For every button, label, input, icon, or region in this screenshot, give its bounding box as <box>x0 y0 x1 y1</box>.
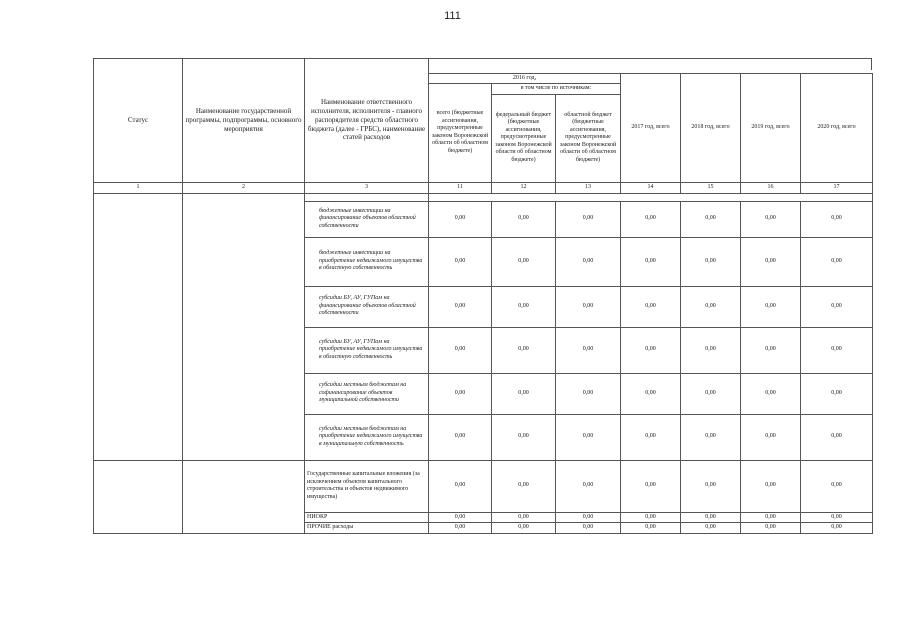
header-executor: Наименование ответственного исполнителя, исполнителя - главного распорядителя средств областного бюджета (далее - ГРБС), наименование статей расходов <box>305 59 429 183</box>
table-row: НИОКР 0,00 0,00 0,00 0,00 0,00 0,00 0,00 <box>94 512 873 523</box>
program-cell <box>183 460 305 533</box>
column-number: 15 <box>681 182 741 193</box>
column-number-row <box>94 182 873 193</box>
column-number: 16 <box>741 182 801 193</box>
header-status: Статус <box>94 59 183 183</box>
column-number: 14 <box>621 182 681 193</box>
header-2020: 2020 год, всего <box>801 73 873 182</box>
row-label: НИОКР <box>305 512 429 523</box>
table-row: Государственные капитальные вложения (за исключением объектов капитального строительства и объектов недвижимого имущества) 0,00 0,00 0,00 0,00 0,00 0,00 0,00 <box>94 460 873 512</box>
header-2019: 2019 год, всего <box>741 73 801 182</box>
column-number: 1 <box>94 182 183 193</box>
header-regional: областной бюджет (бюджетные ассигнования, предусмотренные законом Воронежской области об областном бюджете) <box>556 94 621 182</box>
table-row: ПРОЧИЕ расходы 0,00 0,00 0,00 0,00 0,00 0,00 0,00 <box>94 523 873 534</box>
table-spacer-row <box>94 193 873 201</box>
status-cell <box>94 460 183 533</box>
table-row: субсидии БУ, АУ, ГУПам на финансирование объектов областной собственности 0,00 0,00 0,00 0,00 0,00 0,00 0,00 <box>94 286 873 327</box>
header-program: Наименование государственной программы, подпрограммы, основного мероприятия <box>183 59 305 183</box>
header-2018: 2018 год, всего <box>681 73 741 182</box>
row-label: бюджетные инвестиции на приобретение недвижимого имущества в областную собственность <box>305 237 429 286</box>
row-label: субсидии БУ, АУ, ГУПам на финансирование объектов областной собственности <box>305 286 429 327</box>
header-total-2016: всего (бюджетные ассигнования, предусмотренные законом Воронежской области об областном бюджете) <box>429 84 492 183</box>
column-number: 3 <box>305 182 429 193</box>
table-row: бюджетные инвестиции на приобретение недвижимого имущества в областную собственность 0,00 0,00 0,00 0,00 0,00 0,00 0,00 <box>94 237 873 286</box>
column-number: 2 <box>183 182 305 193</box>
page-number: 111 <box>444 10 461 22</box>
status-cell <box>94 193 183 460</box>
row-label: Государственные капитальные вложения (за исключением объектов капитального строительства и объектов недвижимого имущества) <box>305 460 429 512</box>
row-label: субсидии местным бюджетам на софинансирование объектов муниципальной собственности <box>305 373 429 414</box>
column-number: 17 <box>801 182 873 193</box>
row-label: субсидии местным бюджетам на приобретение недвижимого имущества в муниципальную собственность <box>305 414 429 460</box>
row-label: ПРОЧИЕ расходы <box>305 523 429 534</box>
header-spacer <box>429 59 873 74</box>
column-number: 12 <box>492 182 556 193</box>
header-federal: федеральный бюджет (бюджетные ассигнования, предусмотренные законом Воронежской области об областном бюджете) <box>492 94 556 182</box>
table-row: субсидии местным бюджетам на софинансирование объектов муниципальной собственности 0,00 0,00 0,00 0,00 0,00 0,00 0,00 <box>94 373 873 414</box>
row-label: бюджетные инвестиции на финансирование объектов областной собственности <box>305 201 429 237</box>
header-2016: 2016 год, <box>429 73 621 84</box>
header-sources: в том числе по источникам: <box>492 84 621 95</box>
header-2017: 2017 год, всего <box>621 73 681 182</box>
table-row: бюджетные инвестиции на финансирование объектов областной собственности 0,00 0,00 0,00 0,00 0,00 0,00 0,00 <box>94 201 873 237</box>
program-cell <box>183 193 305 460</box>
table-row: субсидии БУ, АУ, ГУПам на приобретение недвижимого имущества в областную собственность 0,00 0,00 0,00 0,00 0,00 0,00 0,00 <box>94 327 873 373</box>
budget-table <box>93 58 873 534</box>
column-number: 13 <box>556 182 621 193</box>
table-row: субсидии местным бюджетам на приобретение недвижимого имущества в муниципальную собственность 0,00 0,00 0,00 0,00 0,00 0,00 0,00 <box>94 414 873 460</box>
column-number: 11 <box>429 182 492 193</box>
row-label: субсидии БУ, АУ, ГУПам на приобретение недвижимого имущества в областную собственность <box>305 327 429 373</box>
